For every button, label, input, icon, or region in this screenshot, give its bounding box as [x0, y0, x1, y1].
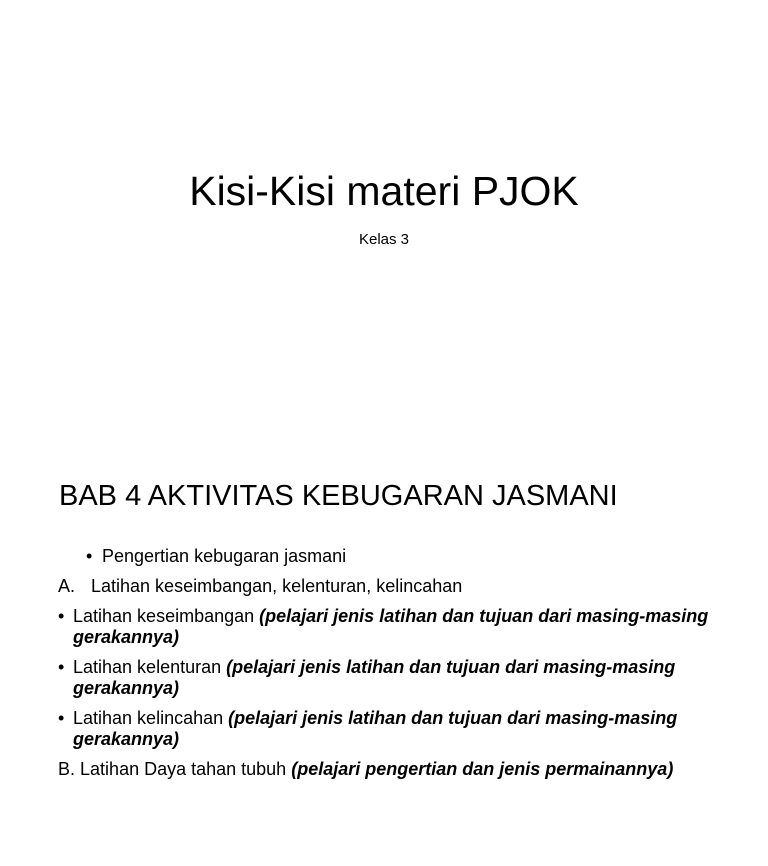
list-item: [58, 759, 718, 780]
list-item: [58, 708, 718, 750]
item-note: (pelajari pengertian dan jenis permainannya): [291, 759, 674, 779]
bullet-marker: •: [58, 708, 65, 728]
slide-title: Kisi-Kisi materi PJOK: [189, 168, 579, 214]
content-slide: [0, 430, 768, 866]
item-text: Latihan kelenturan: [73, 657, 227, 677]
slide-subtitle: Kelas 3: [358, 231, 410, 248]
item-text: Latihan keseimbangan: [73, 606, 260, 626]
item-note: (pelajari jenis latihan dan tujuan dari masing-masing gerakannya): [73, 708, 678, 749]
list-item: [58, 657, 718, 699]
content-list: [58, 546, 718, 789]
letter-marker: B.: [58, 759, 76, 779]
item-note: (pelajari jenis latihan dan tujuan dari masing-masing gerakannya): [73, 606, 709, 647]
list-item: [58, 606, 718, 648]
title-slide: [0, 0, 768, 430]
item-text: Latihan Daya tahan tubuh: [80, 759, 292, 779]
item-text: Pengertian kebugaran jasmani: [102, 546, 347, 566]
list-item: [58, 576, 718, 597]
letter-marker: A.: [58, 576, 76, 596]
list-item: [58, 546, 718, 567]
section-heading: BAB 4 AKTIVITAS KEBUGARAN JASMANI: [59, 480, 618, 512]
item-text: Latihan kelincahan: [73, 708, 229, 728]
bullet-marker: •: [58, 606, 65, 626]
item-text: Latihan keseimbangan, kelenturan, kelincahan: [91, 576, 463, 596]
item-note: (pelajari jenis latihan dan tujuan dari masing-masing gerakannya): [73, 657, 676, 698]
bullet-marker: •: [58, 657, 65, 677]
bullet-marker: •: [86, 546, 93, 566]
